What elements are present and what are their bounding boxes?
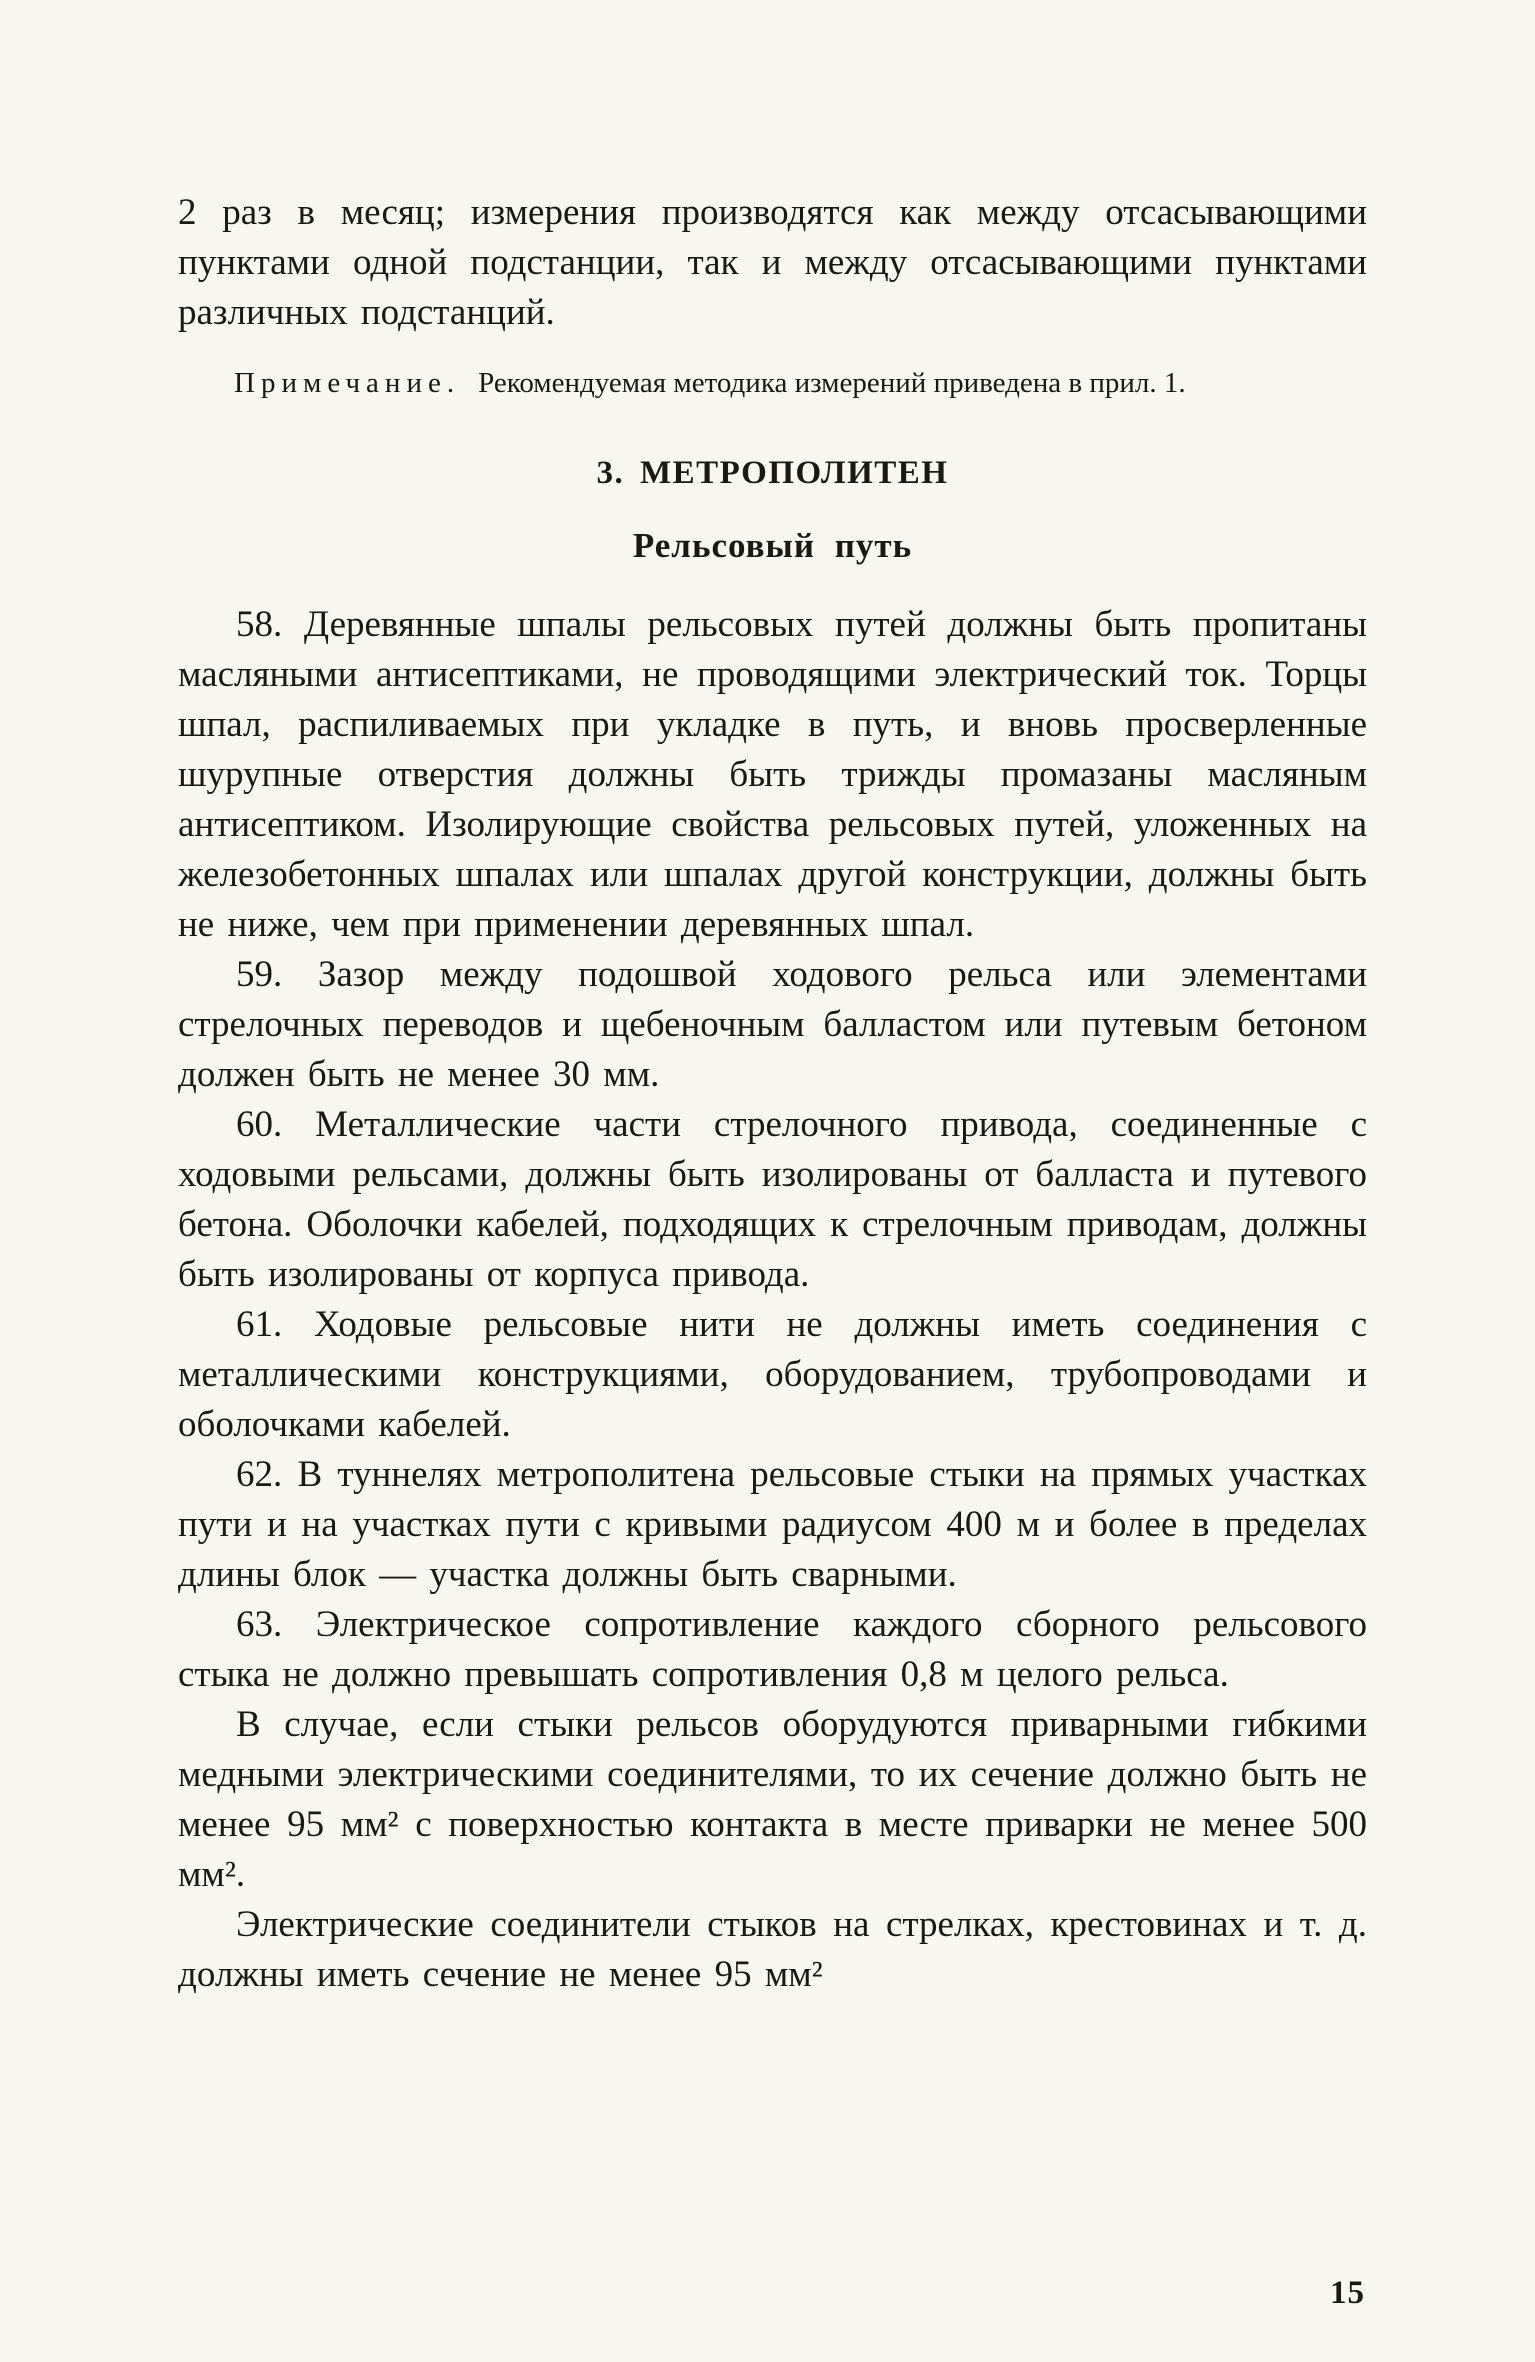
paragraph-59: 59. Зазор между подошвой ходового рельса или элементами стрелочных переводов и щебеночным балластом или путевым бетоном должен быть не менее 30 мм. [178, 954, 1367, 1095]
paragraph-60: 60. Металлические части стрелочного привода, соединенные с ходовыми рельсами, должны быть изолированы от балласта и путевого бетона. Оболочки кабелей, подходящих к стрелочным приводам, должны быть изолированы от корпуса привода. [178, 1104, 1367, 1295]
subsection-heading: Рельсовый путь [632, 526, 913, 565]
section-heading: 3. МЕТРОПОЛИТЕН [596, 455, 949, 491]
paragraph-62: 62. В туннелях метрополитена рельсовые стыки на прямых участках пути и на участках пути с кривыми радиусом 400 м и более в пределах длины блок — участка должны быть сварными. [178, 1454, 1367, 1595]
paragraph-58: 58. Деревянные шпалы рельсовых путей должны быть пропитаны масляными антисептиками, не проводящими электрический ток. Торцы шпал, распиливаемых при укладке в путь, и вновь просверленные шурупные отверстия должны быть трижды промазаны масляным антисептиком. Изолирующие свойства рельсовых путей, уложенных на железобетонных шпалах или шпалах другой конструкции, должны быть не ниже, чем при применении деревянных шпал. [178, 604, 1367, 945]
note-text: Рекомендуемая методика измерений приведена в прил. 1. [478, 367, 1186, 399]
paragraph-63: 63. Электрическое сопротивление каждого сборного рельсового стыка не должно превышать сопротивления 0,8 м целого рельса. [178, 1604, 1367, 1695]
intro-paragraph: 2 раз в месяц; измерения производятся как между отсасывающими пунктами одной подстанции, так и между отсасывающими пунктами различных подстанций. [178, 192, 1367, 333]
note-label: Примечание. [234, 367, 461, 399]
body-text [178, 600, 1367, 2000]
paragraph-61: 61. Ходовые рельсовые нити не должны иметь соединения с металлическими конструкциями, оборудованием, трубопроводами и оболочками кабелей. [178, 1304, 1367, 1445]
paragraph-welded-joints: В случае, если стыки рельсов оборудуются приварными гибкими медными электрическими соединителями, то их сечение должно быть не менее 95 мм² с поверхностью контакта в месте приварки не менее 500 мм². [178, 1704, 1367, 1895]
page-number: 15 [1330, 2275, 1365, 2311]
paragraph-switch-connectors: Электрические соединители стыков на стрелках, крестовинах и т. д. должны иметь сечение не менее 95 мм² [178, 1904, 1367, 1995]
note [178, 364, 1367, 403]
